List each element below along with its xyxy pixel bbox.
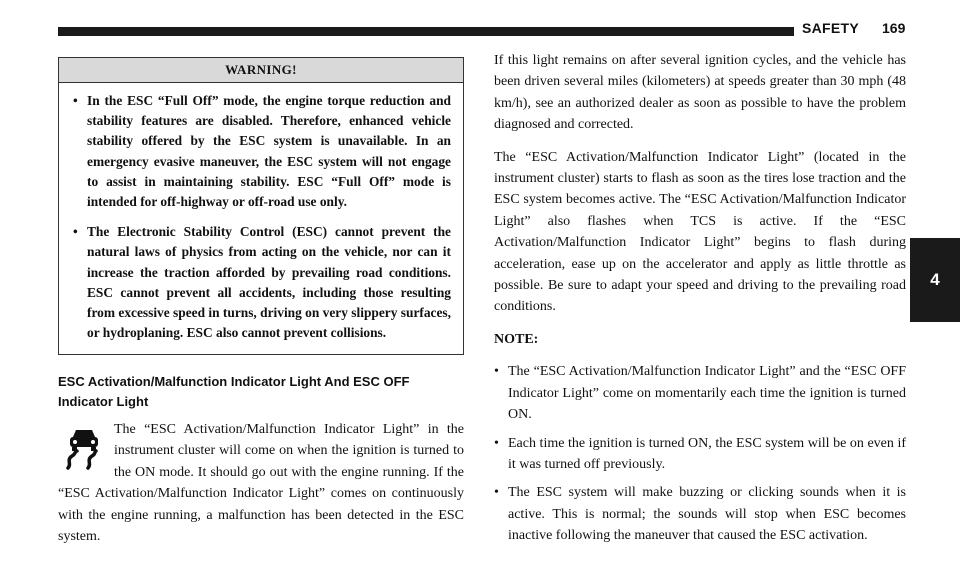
esc-light-paragraph-text: The “ESC Activation/Malfunction Indicator Light” in the instrument cluster will come on when the ignition is turned to the ON mode. It should go out with the engine running. If the “ESC Activation/Malfunction Indicator Light” comes on continuously with the engine running, a malfunction has been detected in the ESC system. [58,422,464,545]
note-item-text: Each time the ignition is turned ON, the ESC system will be on even if it was turned off previously. [508,435,906,472]
header-rule [58,27,794,36]
warning-title: WARNING! [59,58,463,83]
body-paragraph: If this light remains on after several ignition cycles, and the vehicle has been driven several miles (kilometers) at speeds greater than 30 mph (48 km/h), see an authorized dealer as soon as possible to have the problem diagnosed and corrected. [494,53,906,133]
warning-list [59,83,463,343]
bullet-icon: • [73,224,78,240]
esc-light-paragraph [58,419,464,547]
body-paragraph: The “ESC Activation/Malfunction Indicator Light” (located in the instrument cluster) starts to flash as soon as the tires lose traction and the ESC system becomes active. The “ESC Activation/Malfunction Indicator Light” also flashes when TCS is active. If the “ESC Activation/Malfunction Indicator Light” begins to flash during acceleration, ease up on the accelerator and apply as little throttle as possible. Be sure to adapt your speed and driving to the prevailing road conditions. [494,149,906,315]
note-list [494,361,906,546]
right-column [494,50,906,554]
warning-item-text: In the ESC “Full Off” mode, the engine torque reduction and stability features are disabled. Therefore, enhanced vehicle stability offered by the ESC system is unavailable. In an emergency evasive maneuver, the ESC system will not engage to assist in maintaining stability. ESC “Full Off” mode is intended for off-highway or off-road use only. [87,93,451,210]
warning-item [73,222,451,343]
section-title: SAFETY [802,20,860,36]
bullet-icon: • [494,435,499,451]
bullet-icon: • [73,93,78,108]
page-number: 169 [882,20,906,36]
note-item-text: The ESC system will make buzzing or clicking sounds when it is active. This is normal; the sounds will stop when ESC becomes inactive following the maneuver that caused the ESC activation. [508,485,906,544]
warning-item [73,91,451,212]
note-item [494,433,906,476]
bullet-icon: • [494,485,499,501]
note-label: NOTE: [494,331,539,347]
bullet-icon: • [494,364,499,380]
warning-box [58,57,464,355]
section-heading: ESC Activation/Malfunction Indicator Light And ESC OFF Indicator Light [58,374,410,409]
note-item [494,482,906,546]
chapter-tab: 4 [910,238,960,322]
warning-item-text: The Electronic Stability Control (ESC) cannot prevent the natural laws of physics from acting on the vehicle, nor can it increase the traction afforded by prevailing road conditions. ESC cannot prevent all accidents, including those resulting from excessive speed in turns, driving on very slippery surfaces, or hydroplaning. ESC also cannot prevent collisions. [87,224,451,341]
icon-spacer [58,419,114,481]
note-item [494,361,906,425]
note-item-text: The “ESC Activation/Malfunction Indicator Light” and the “ESC OFF Indicator Light” come on momentarily each time the ignition is turned ON. [508,364,906,423]
